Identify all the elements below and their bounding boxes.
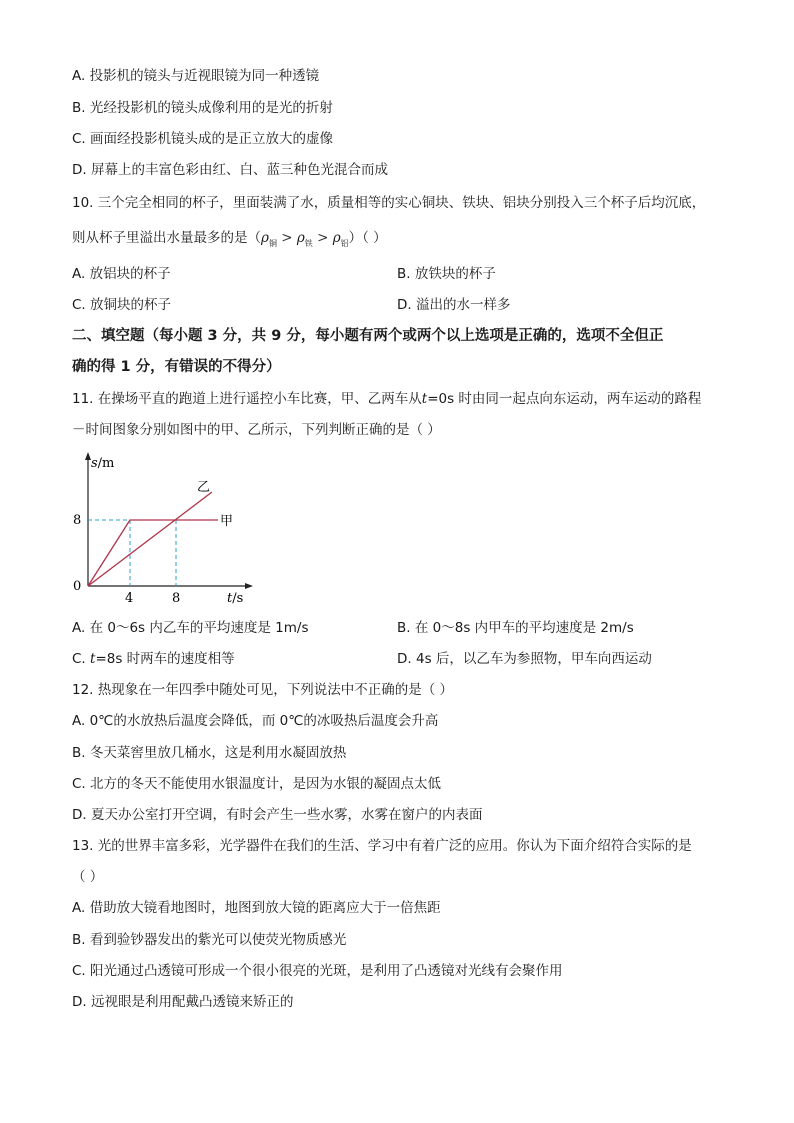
time-variable: t [421, 391, 428, 407]
q10-stem-pre: 则从杯子里溢出水量最多的是（ [72, 230, 261, 246]
x-tick-8: 8 [172, 591, 181, 606]
density-sub-iron: 铁 [304, 239, 313, 248]
greater-than: > [317, 230, 329, 246]
q11-option-a: A. 在 0～6s 内乙车的平均速度是 1m/s [72, 620, 309, 636]
line-yi [88, 492, 212, 586]
rho-symbol: ρ [332, 230, 341, 246]
q10-option-d: D. 溢出的水一样多 [397, 297, 511, 313]
q13-stem-line1: 13. 光的世界丰富多彩，光学器件在我们的生活、学习中有着广泛的应用。你认为下面介绍符合实际的是 [72, 838, 692, 854]
density-sub-aluminum: 铝 [340, 239, 349, 248]
q10-option-a: A. 放铝块的杯子 [72, 266, 171, 282]
st-graph [60, 448, 280, 608]
q12-option-a: A. 0℃的水放热后温度会降低，而 0℃的冰吸热后温度会升高 [72, 713, 439, 729]
q11-option-c-post: =8s 时两车的速度相等 [95, 651, 235, 667]
q10-option-b: B. 放铁块的杯子 [397, 266, 496, 282]
q9-option-a: A. 投影机的镜头与近视眼镜为同一种透镜 [72, 68, 320, 84]
q11-stem-line2: －时间图象分别如图中的甲、乙所示，下列判断正确的是（ ） [72, 422, 441, 438]
q10-stem-line1: 10. 三个完全相同的杯子，里面装满了水，质量相等的实心铜块、铁块、铝块分别投入三个杯子后均沉底， [72, 195, 706, 211]
q11-stem-post: =0s 时由同一起点向东运动，两车运动的路程 [427, 391, 702, 407]
section-heading-line2: 确的得 1 分，有错误的不得分） [72, 359, 281, 375]
label-jia: 甲 [220, 514, 234, 529]
origin-label: 0 [73, 579, 82, 594]
density-sub-copper: 铜 [268, 239, 277, 248]
q11-option-b: B. 在 0～8s 内甲车的平均速度是 2m/s [397, 620, 634, 636]
rho-symbol: ρ [296, 230, 305, 246]
q9-option-c: C. 画面经投影机镜头成的是正立放大的虚像 [72, 131, 334, 147]
x-axis-arrow [245, 583, 253, 589]
q11-option-c-pre: C. [72, 651, 91, 667]
line-jia [88, 520, 218, 586]
time-variable: t [90, 651, 96, 667]
x-axis-label: t/s [227, 591, 244, 606]
q9-option-b: B. 光经投影机的镜头成像利用的是光的折射 [72, 100, 333, 116]
greater-than: > [281, 230, 293, 246]
q13-stem-line2: （ ） [72, 869, 104, 885]
y-axis-label: s/m [91, 456, 115, 471]
q13-option-c: C. 阳光通过凸透镜可形成一个很小很亮的光斑，是利用了凸透镜对光线有会聚作用 [72, 963, 563, 979]
q10-stem-line2 [72, 228, 387, 254]
y-tick-8: 8 [73, 513, 82, 528]
q11-stem-pre: 11. 在操场平直的跑道上进行遥控小车比赛，甲、乙两车从 [72, 391, 422, 407]
q9-option-d: D. 屏幕上的丰富色彩由红、白、蓝三种色光混合而成 [72, 162, 388, 178]
q12-stem: 12. 热现象在一年四季中随处可见，下列说法中不正确的是（ ） [72, 682, 454, 698]
q10-stem-post: ）（ ） [348, 230, 387, 246]
q13-option-a: A. 借助放大镜看地图时，地图到放大镜的距离应大于一倍焦距 [72, 900, 441, 916]
q12-option-c: C. 北方的冬天不能使用水银温度计，是因为水银的凝固点太低 [72, 776, 442, 792]
q13-option-b: B. 看到验钞器发出的紫光可以使荧光物质感光 [72, 932, 347, 948]
q11-option-c [72, 649, 235, 669]
q12-option-d: D. 夏天办公室打开空调，有时会产生一些水雾，水雾在窗户的内表面 [72, 807, 483, 823]
q12-option-b: B. 冬天菜窖里放几桶水，这是利用水凝固放热 [72, 745, 347, 761]
q11-option-d: D. 4s 后，以乙车为参照物，甲车向西运动 [397, 651, 652, 667]
label-yi: 乙 [197, 480, 211, 495]
rho-symbol: ρ [261, 230, 269, 246]
q10-option-c: C. 放铜块的杯子 [72, 297, 172, 313]
section-heading-line1: 二、填空题（每小题 3 分，共 9 分，每小题有两个或两个以上选项是正确的，选项不全但正 [72, 328, 664, 344]
q13-option-d: D. 远视眼是利用配戴凸透镜来矫正的 [72, 994, 294, 1010]
q11-stem-line1 [72, 389, 701, 409]
x-tick-4: 4 [125, 591, 134, 606]
